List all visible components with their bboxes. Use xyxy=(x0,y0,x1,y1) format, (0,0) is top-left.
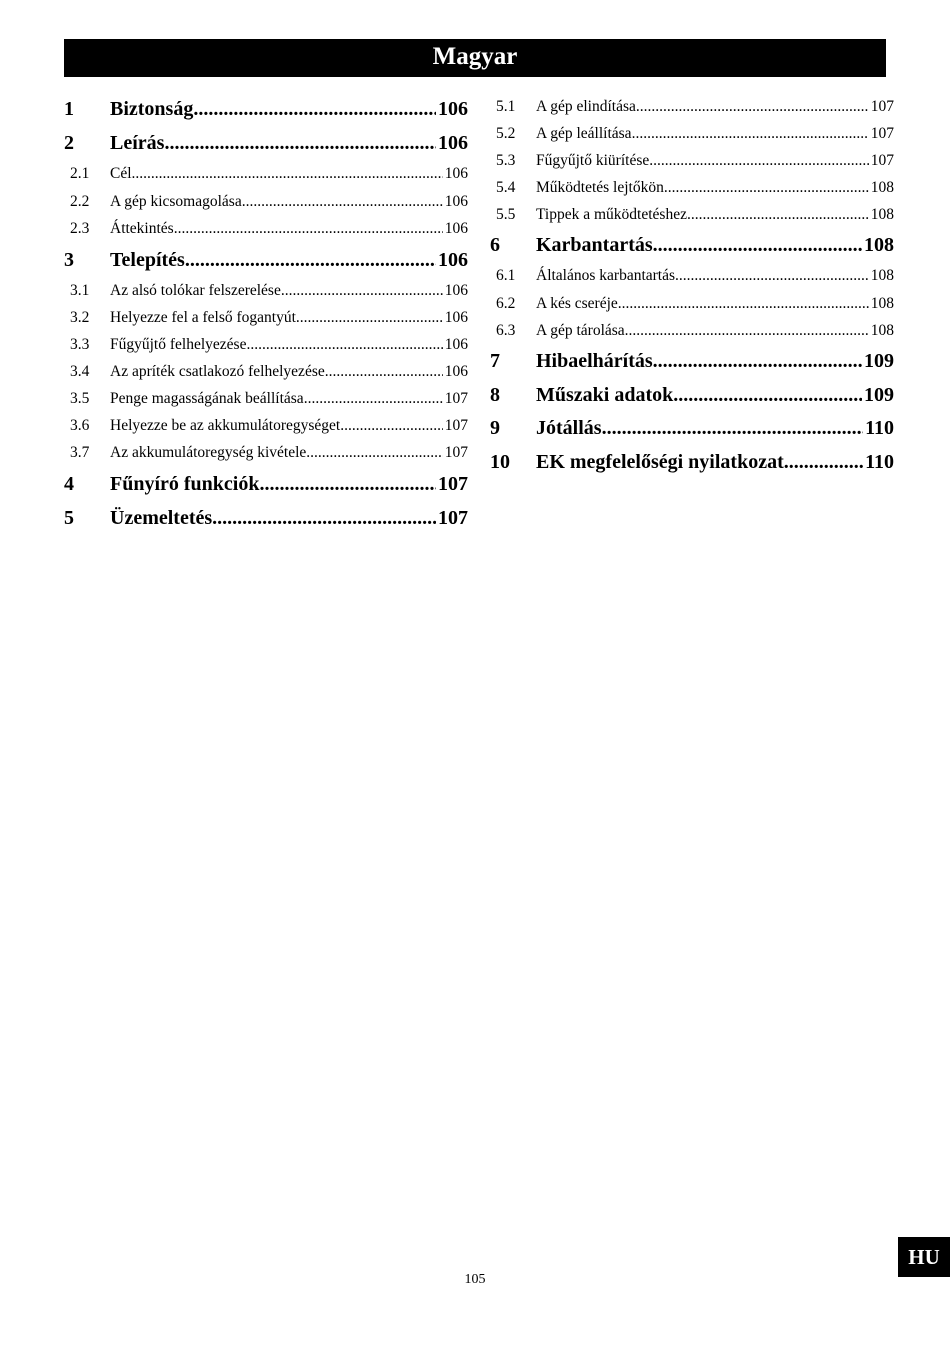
toc-dot-leader xyxy=(259,473,436,496)
toc-entry-page: 106 xyxy=(444,336,468,353)
toc-dot-leader xyxy=(673,384,862,407)
page-number: 105 xyxy=(464,1272,486,1287)
toc-entry[interactable] xyxy=(64,473,468,496)
toc-entry-page: 108 xyxy=(870,179,894,196)
toc-dot-leader xyxy=(602,417,864,440)
toc-dot-leader xyxy=(784,451,863,474)
toc-entry-number: 3.5 xyxy=(70,390,90,407)
toc-entry-page: 107 xyxy=(438,473,468,495)
toc-entry-page: 106 xyxy=(444,363,468,380)
toc-entry-label: Biztonság xyxy=(110,98,194,120)
toc-entry[interactable] xyxy=(64,444,468,462)
toc-entry-label: Fűgyűjtő felhelyezése xyxy=(110,336,247,353)
toc-entry-number: 2.1 xyxy=(70,165,90,182)
toc-entry-label: Az apríték csatlakozó felhelyezése xyxy=(110,363,325,380)
toc-entry-label: Tippek a működtetéshez xyxy=(536,206,687,223)
page-title: Magyar xyxy=(64,39,886,77)
toc-entry[interactable] xyxy=(490,125,894,143)
toc-entry-number: 10 xyxy=(490,451,510,473)
toc-dot-leader xyxy=(304,390,443,408)
toc-entry-label: A gép tárolása xyxy=(536,322,625,339)
toc-entry-number: 3.4 xyxy=(70,363,90,380)
toc-dot-leader xyxy=(296,309,443,327)
toc-entry-page: 106 xyxy=(444,193,468,210)
toc-entry-label: Áttekintés xyxy=(110,220,174,237)
toc-entry-page: 110 xyxy=(865,451,894,473)
toc-entry-number: 1 xyxy=(64,98,74,120)
toc-entry[interactable] xyxy=(490,384,894,407)
toc-entry[interactable] xyxy=(490,451,894,474)
toc-entry-label: Üzemeltetés xyxy=(110,507,213,529)
toc-entry-label: Jótállás xyxy=(536,417,602,439)
toc-dot-leader xyxy=(664,179,869,197)
toc-entry-label: Karbantartás xyxy=(536,234,653,256)
toc-entry[interactable] xyxy=(490,267,894,285)
toc-entry-page: 106 xyxy=(444,309,468,326)
toc-entry[interactable] xyxy=(64,309,468,327)
toc-entry-label: A kés cseréje xyxy=(536,295,618,312)
toc-dot-leader xyxy=(281,282,443,300)
toc-entry-label: Cél xyxy=(110,165,132,182)
toc-entry-page: 106 xyxy=(438,98,468,120)
toc-entry-number: 3.3 xyxy=(70,336,90,353)
toc-dot-leader xyxy=(185,249,436,272)
toc-entry[interactable] xyxy=(490,98,894,116)
toc-entry-label: Penge magasságának beállítása xyxy=(110,390,304,407)
toc-entry-label: Telepítés xyxy=(110,249,185,271)
toc-entry-number: 6 xyxy=(490,234,500,256)
toc-entry[interactable] xyxy=(490,295,894,313)
toc-entry-page: 107 xyxy=(870,125,894,142)
toc-entry-number: 3.1 xyxy=(70,282,90,299)
toc-entry[interactable] xyxy=(490,322,894,340)
toc-entry[interactable] xyxy=(64,193,468,211)
toc-entry-label: Általános karbantartás xyxy=(536,267,676,284)
toc-entry[interactable] xyxy=(490,417,894,440)
toc-entry[interactable] xyxy=(490,206,894,224)
toc-entry-page: 106 xyxy=(438,249,468,271)
toc-entry-number: 3.7 xyxy=(70,444,90,461)
toc-entry-number: 6.2 xyxy=(496,295,516,312)
toc-entry-page: 106 xyxy=(438,132,468,154)
toc-entry[interactable] xyxy=(64,417,468,435)
toc-entry-number: 6.1 xyxy=(496,267,516,284)
toc-entry[interactable] xyxy=(490,234,894,257)
toc-entry[interactable] xyxy=(64,132,468,155)
toc-entry-page: 106 xyxy=(444,165,468,182)
toc-entry-label: Az akkumulátoregység kivétele xyxy=(110,444,307,461)
toc-entry-page: 107 xyxy=(444,444,468,461)
toc-entry-page: 108 xyxy=(870,206,894,223)
toc-dot-leader xyxy=(649,152,869,170)
toc-dot-leader xyxy=(636,98,869,116)
toc-entry-label: Helyezze fel a felső fogantyút xyxy=(110,309,296,326)
toc-entry-number: 8 xyxy=(490,384,500,406)
toc-entry[interactable] xyxy=(490,179,894,197)
toc-entry-page: 108 xyxy=(864,234,894,256)
toc-dot-leader xyxy=(687,206,869,224)
toc-entry-label: Az alsó tolókar felszerelése xyxy=(110,282,281,299)
toc-entry-number: 9 xyxy=(490,417,500,439)
toc-entry[interactable] xyxy=(64,98,468,121)
toc-dot-leader xyxy=(212,507,436,530)
toc-dot-leader xyxy=(325,363,443,381)
toc-entry-label: A gép kicsomagolása xyxy=(110,193,242,210)
toc-dot-leader xyxy=(653,350,862,373)
toc-entry-label: Hibaelhárítás xyxy=(536,350,653,372)
toc-entry[interactable] xyxy=(64,165,468,183)
toc-entry-label: A gép leállítása xyxy=(536,125,632,142)
toc-dot-leader xyxy=(246,336,442,354)
toc-entry-number: 2.2 xyxy=(70,193,90,210)
toc-dot-leader xyxy=(340,417,443,435)
toc-entry[interactable] xyxy=(64,363,468,381)
toc-entry-page: 110 xyxy=(865,417,894,439)
toc-dot-leader xyxy=(193,98,436,121)
toc-entry-number: 6.3 xyxy=(496,322,516,339)
toc-dot-leader xyxy=(653,234,862,257)
toc-entry-number: 5.1 xyxy=(496,98,516,115)
toc-entry-label: Működtetés lejtőkön xyxy=(536,179,664,196)
toc-entry-number: 5.3 xyxy=(496,152,516,169)
toc-entry-number: 5 xyxy=(64,507,74,529)
toc-entry-page: 107 xyxy=(870,152,894,169)
toc-entry-number: 2.3 xyxy=(70,220,90,237)
toc-entry-label: Fűgyűjtő kiürítése xyxy=(536,152,650,169)
toc-entry[interactable] xyxy=(64,507,468,530)
toc-dot-leader xyxy=(174,220,443,238)
toc-entry-number: 2 xyxy=(64,132,74,154)
toc-entry-page: 108 xyxy=(870,295,894,312)
toc-entry-page: 109 xyxy=(864,350,894,372)
toc-entry[interactable] xyxy=(490,350,894,373)
toc-entry-page: 107 xyxy=(870,98,894,115)
toc-entry-page: 107 xyxy=(444,390,468,407)
toc-entry-number: 3.6 xyxy=(70,417,90,434)
toc-entry-number: 7 xyxy=(490,350,500,372)
toc-entry-label: Műszaki adatok xyxy=(536,384,674,406)
toc-entry-label: Helyezze be az akkumulátoregységet xyxy=(110,417,341,434)
toc-entry-page: 108 xyxy=(870,322,894,339)
toc-entry-number: 3 xyxy=(64,249,74,271)
toc-entry-number: 4 xyxy=(64,473,74,495)
toc-entry[interactable] xyxy=(64,282,468,300)
toc-entry[interactable] xyxy=(490,152,894,170)
toc-dot-leader xyxy=(132,165,443,183)
toc-entry-page: 108 xyxy=(870,267,894,284)
language-badge: HU xyxy=(898,1237,950,1277)
toc-dot-leader xyxy=(625,322,869,340)
toc-entry-label: EK megfelelőségi nyilatkozat xyxy=(536,451,784,473)
toc-dot-leader xyxy=(632,125,869,143)
toc-entry-number: 5.2 xyxy=(496,125,516,142)
toc-entry-label: Fűnyíró funkciók xyxy=(110,473,260,495)
toc-dot-leader xyxy=(242,193,443,211)
toc-dot-leader xyxy=(306,444,442,462)
toc-entry-page: 106 xyxy=(444,220,468,237)
toc-entry-page: 106 xyxy=(444,282,468,299)
toc-dot-leader xyxy=(675,267,869,285)
toc-dot-leader xyxy=(164,132,436,155)
toc-entry-page: 109 xyxy=(864,384,894,406)
toc-entry[interactable] xyxy=(64,220,468,238)
toc-entry[interactable] xyxy=(64,390,468,408)
toc-entry-number: 5.5 xyxy=(496,206,516,223)
toc-entry-page: 107 xyxy=(438,507,468,529)
toc-entry-page: 107 xyxy=(444,417,468,434)
toc-dot-leader xyxy=(618,295,869,313)
toc-entry[interactable] xyxy=(64,249,468,272)
toc-entry[interactable] xyxy=(64,336,468,354)
toc-entry-number: 5.4 xyxy=(496,179,516,196)
toc-entry-label: Leírás xyxy=(110,132,165,154)
toc-entry-number: 3.2 xyxy=(70,309,90,326)
toc-entry-label: A gép elindítása xyxy=(536,98,636,115)
